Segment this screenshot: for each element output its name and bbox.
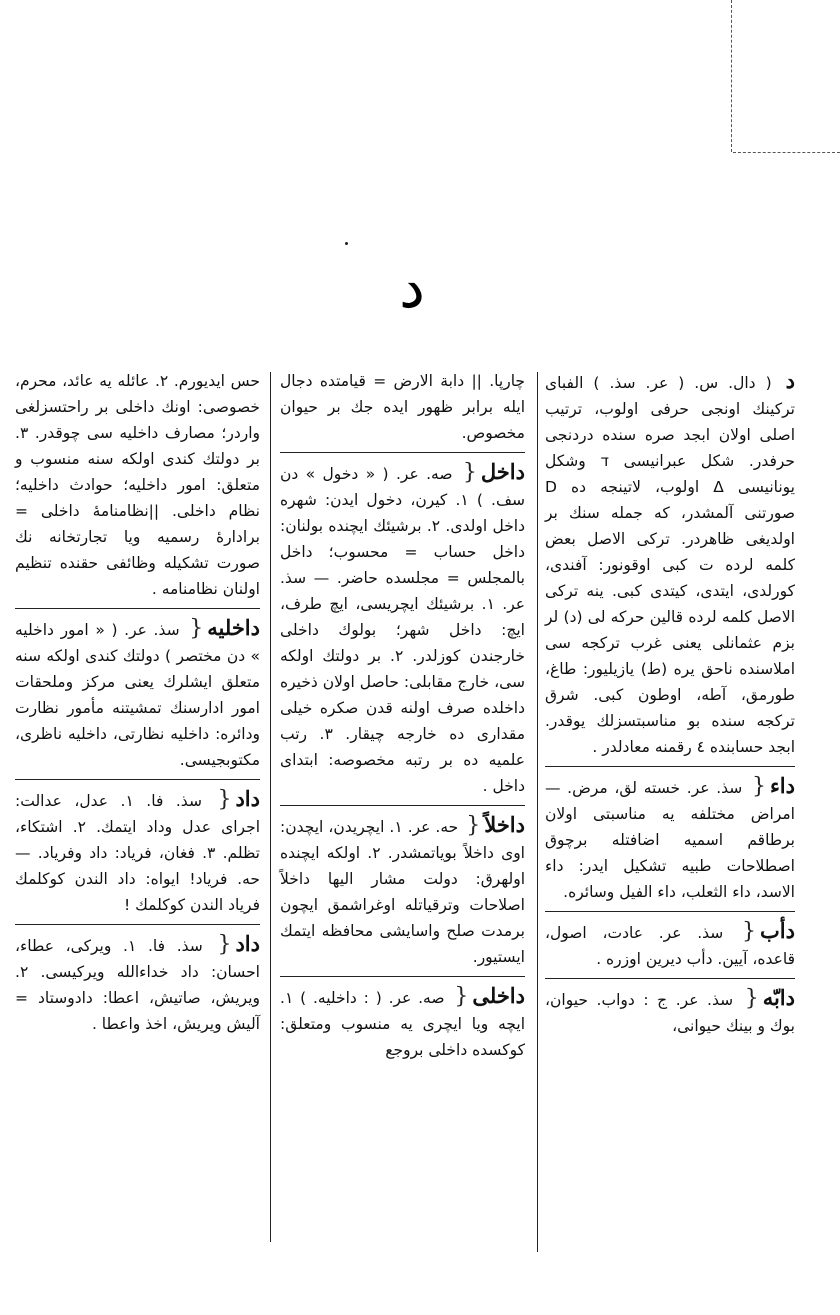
entry-headword: دأب <box>760 918 795 943</box>
brace-glyph: { <box>466 813 481 838</box>
scan-border-vertical <box>731 0 732 152</box>
entry-definition: سذ. فا. ١. ويركى، عطاء، احسان: داد خداءالله ويركيسى. ٢. ويريش، صاتيش، اعطا: دادوستاد = آليش ويريش، اخذ واعطا . <box>15 937 260 1033</box>
scan-border-horizontal <box>733 152 840 153</box>
entry-definition: ( دال. س. ( عر. سذ. ) الفباى تركينك اونجى حرفى اولوب، ترتيب اصلى اولان ابجد صره سنده دردنجى حرفدر. شكل عبرانيسى ד وشكل يونانيسى Δ اولوب، لاتينجه ده D صورتنى آلمشدر، كه جمله سنك بر اولديغى ظاهردر. تركى الاصل بعض كلمه لرده ت كبى اوقونور: آفندى، كورلدى، ايتدى، كيتدى كبى. ينه تركى الاصل كلمه لرده قالين حركه لى (د) لر بزم عثمانلى يعنى غرب تركجه سى املاسنده ناحق يره (ط) يازيليور: طاغ، طورمق، آطه، اوطون كبى. شرق تركجه سنده بو مناسبتسزلك يوقدر. ابجد حسابنده ٤ رقمنه معادلدر . <box>545 374 796 756</box>
entry-definition: صه. عر. ( : داخليه. ) ١. ايچه ويا ايچرى يه منسوب ومتعلق: كوكسده داخلى بروجع <box>280 989 525 1059</box>
dictionary-entry <box>15 368 260 602</box>
entry-definition: حس ايديورم. ٢. عائله يه عائد، محرم، خصوصى: اونك داخلى بر راحتسزلغى واردر؛ مصارف داخليه سى چوقدر. ٣. بر دولتك كندى اولكه سنه منسوب و متعلق: امور داخليه؛ حوادث داخليه؛ نظام داخلى. ||نظامنامۀ داخلى = برادارۀ رسميه ويا تجارتخانه نك صورت تشكيله وظائفى حقنده تنظيم اولنان نظامنامه . <box>15 372 260 598</box>
dictionary-entry <box>545 766 795 905</box>
brace-glyph: { <box>217 787 232 812</box>
entry-definition: سذ. عر. ج : دواب. حيوان، بوك و بينك حيوانى، <box>545 991 795 1035</box>
dictionary-entry <box>15 779 260 918</box>
entry-headword: داد <box>235 931 260 956</box>
brace-glyph: { <box>462 460 477 485</box>
brace-glyph: { <box>742 919 757 944</box>
brace-glyph: { <box>751 774 766 799</box>
entry-headword: داء <box>769 773 795 798</box>
entry-definition: سذ. عر. ( « امور داخليه » دن مختصر ) دولتك كندى اولكه سنه متعلق ايشلرك يعنى مركز وملحقات امور ادارسنك تمشيتنه مأمور نظارت ودائره: داخليه نظارتى، داخليه ناظرى، مكتوبجيسى. <box>15 621 260 769</box>
dictionary-entry <box>280 805 525 970</box>
entry-headword: د <box>785 368 795 393</box>
entry-definition: حه. عر. ١. ايچريدن، ايچدن: اوى داخلاً بوياتمشدر. ٢. اولكه ايچنده اولهرق: دولت مشار اليها داخلاً اصلاحات وترقياتله اوغراشمق ايچون برمدت صلح واسايشى محافظه ايتمك ايستيور. <box>280 818 525 966</box>
entry-headword: داخلى <box>472 983 525 1008</box>
column-middle <box>280 368 525 1069</box>
brace-glyph: { <box>744 986 759 1011</box>
dictionary-entry <box>15 608 260 773</box>
entry-headword: داد <box>235 786 260 811</box>
entry-definition: چارپا. || دابة الارض = قيامتده دجال ايله برابر ظهور ايده جك بر حيوان مخصوص. <box>280 372 525 442</box>
column-left <box>15 368 260 1043</box>
entry-headword: داخلاً <box>484 812 525 837</box>
section-letter: د <box>399 253 425 321</box>
brace-glyph: { <box>217 932 232 957</box>
dictionary-entry <box>280 452 525 799</box>
column-divider-left <box>270 372 271 1242</box>
dictionary-entry <box>280 368 525 446</box>
entry-definition: سذ. فا. ١. عدل، عدالت: اجراى عدل وداد ايتمك. ٢. اشتكاء، تظلم. ٣. فغان، فرياد: داد وفرياد. — حه. فرياد! ايواه: داد الندن كوكلمك فرياد الندن كوكلمك ! <box>15 792 260 914</box>
column-divider-right <box>537 372 538 1252</box>
dictionary-entry <box>545 368 795 760</box>
entry-definition: سذ. عر. عادت، اصول، قاعده، آيين. دأب ديرين اوزره . <box>545 924 795 968</box>
dictionary-entry <box>545 911 795 972</box>
entry-definition: صه. عر. ( « دخول » دن سف. ) ١. كيرن، دخول ايدن: شهره داخل اولدى. ٢. برشيئك ايچنده بولنان: داخل حساب = محسوب؛ داخل بالمجلس = مجلسده حاضر. — سذ. عر. ١. برشيئك ايچريسى، ايچ طرف، ايچ: داخل شهر؛ بولوك داخلى خارجندن كوزلدر. ٢. بر دولتك اولكه سى، خارج مقابلى: حاصل اولان ذخيره داخلده صرف اولنه قدن صكره خيلى مقدارى ده خارجه چيقار. ٣. رتب علميه ده بر رتبه مخصوصه: ابتداى داخل . <box>280 465 526 795</box>
brace-glyph: { <box>454 984 469 1009</box>
entry-headword: دابّه <box>762 985 795 1010</box>
entry-headword: داخل <box>480 459 525 484</box>
dictionary-entry <box>280 976 525 1063</box>
brace-glyph: { <box>189 616 204 641</box>
ink-speck <box>345 242 348 245</box>
entry-definition: سذ. عر. خسته لق، مرض. — امراض مختلفه يه مناسبتى اولان برطاقم اسميه اضافتله برچوق اصطلاحات طبيه تشكيل ايدر: داء الاسد، داء الثعلب، داء الفيل وسائره. <box>545 779 795 901</box>
column-right <box>545 368 795 1045</box>
dictionary-entry <box>15 924 260 1037</box>
entry-headword: داخليه <box>207 615 260 640</box>
dictionary-entry <box>545 978 795 1039</box>
